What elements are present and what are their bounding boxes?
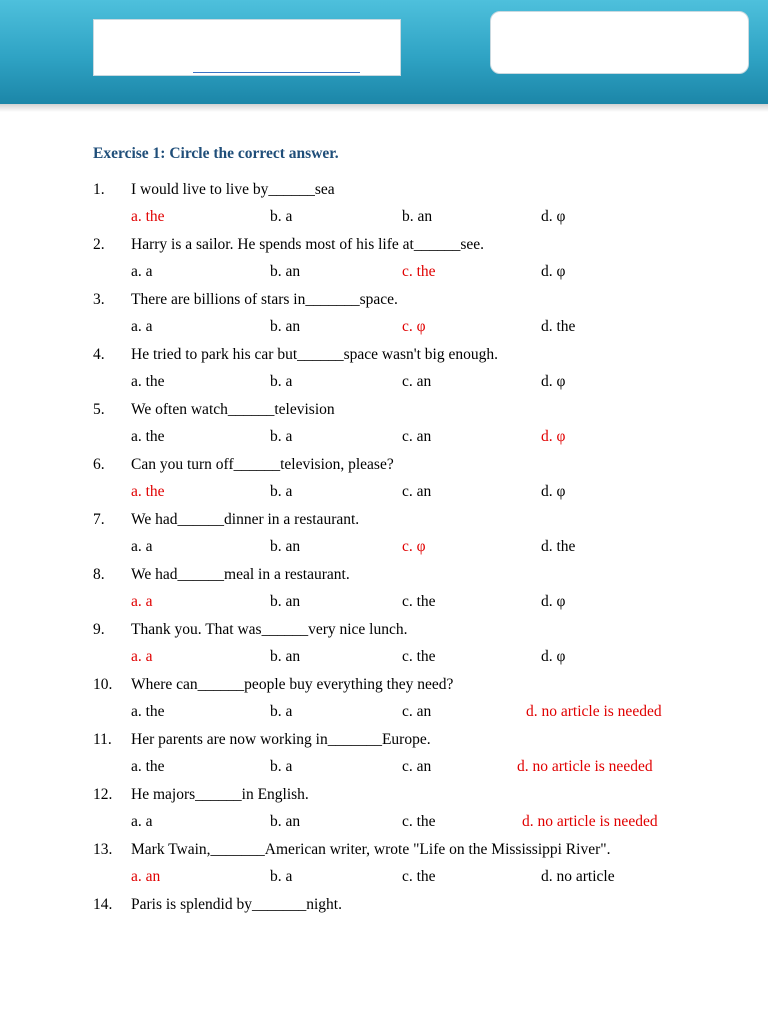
question-text: We had______meal in a restaurant.: [131, 566, 350, 583]
answer-option[interactable]: d. the: [541, 318, 576, 335]
question-number: 13.: [93, 841, 113, 858]
answer-option[interactable]: d. φ: [541, 208, 566, 225]
answer-option[interactable]: b. a: [270, 208, 293, 225]
answer-option[interactable]: d. no article is needed: [526, 703, 662, 720]
question-number: 3.: [93, 291, 105, 308]
answer-option[interactable]: b. an: [270, 593, 301, 610]
answer-option[interactable]: b. an: [270, 813, 301, 830]
question-item: [0, 511, 768, 555]
question-number: 11.: [93, 731, 112, 748]
answer-option[interactable]: d. φ: [541, 373, 566, 390]
question-item: [0, 236, 768, 280]
question-number: 6.: [93, 456, 105, 473]
question-number: 4.: [93, 346, 105, 363]
exercise-title: Exercise 1: Circle the correct answer.: [93, 145, 339, 162]
question-text: Her parents are now working in_______Europe.: [131, 731, 431, 748]
answer-option[interactable]: b. an: [270, 648, 301, 665]
answer-option[interactable]: c. the: [402, 263, 436, 280]
answer-option[interactable]: d. no article: [541, 868, 615, 885]
answer-option[interactable]: c. an: [402, 483, 432, 500]
question-text: We had______dinner in a restaurant.: [131, 511, 360, 528]
question-text: Paris is splendid by_______night.: [131, 896, 342, 913]
question-number: 5.: [93, 401, 105, 418]
question-number: 1.: [93, 181, 105, 198]
answer-option[interactable]: d. φ: [541, 263, 566, 280]
question-text: Harry is a sailor. He spends most of his life at______see.: [131, 236, 484, 253]
answer-option[interactable]: a. a: [131, 263, 153, 280]
answer-option[interactable]: c. the: [402, 648, 436, 665]
question-number: 2.: [93, 236, 105, 253]
answer-option[interactable]: c. the: [402, 868, 436, 885]
question-text: We often watch______television: [131, 401, 335, 418]
question-number: 8.: [93, 566, 105, 583]
answer-option[interactable]: c. the: [402, 813, 436, 830]
question-item: [0, 566, 768, 610]
question-item: [0, 291, 768, 335]
answer-option[interactable]: b. an: [270, 318, 301, 335]
question-item: [0, 621, 768, 665]
question-text: Thank you. That was______very nice lunch.: [131, 621, 408, 638]
question-item: [0, 456, 768, 500]
answer-option[interactable]: c. an: [402, 758, 432, 775]
question-item: [0, 676, 768, 720]
question-text: I would live to live by______sea: [131, 181, 335, 198]
answer-option[interactable]: b. a: [270, 483, 293, 500]
question-number: 12.: [93, 786, 113, 803]
question-number: 9.: [93, 621, 105, 638]
answer-option[interactable]: b. a: [270, 868, 293, 885]
question-text: Mark Twain,_______American writer, wrote "Life on the Mississippi River".: [131, 841, 611, 858]
answer-option[interactable]: a. the: [131, 373, 165, 390]
answer-option[interactable]: c. φ: [402, 538, 426, 555]
answer-option[interactable]: c. an: [402, 703, 432, 720]
question-text: There are billions of stars in_______space.: [131, 291, 398, 308]
question-item: [0, 841, 768, 885]
answer-option[interactable]: a. the: [131, 428, 165, 445]
question-number: 7.: [93, 511, 105, 528]
answer-option[interactable]: b. a: [270, 428, 293, 445]
question-item: [0, 786, 768, 830]
answer-option[interactable]: a. the: [131, 208, 165, 225]
answer-option[interactable]: d. the: [541, 538, 576, 555]
answer-option[interactable]: c. the: [402, 593, 436, 610]
name-box[interactable]: [93, 19, 401, 76]
answer-option[interactable]: a. an: [131, 868, 161, 885]
question-item: [0, 731, 768, 775]
question-item: [0, 401, 768, 445]
answer-option[interactable]: d. φ: [541, 483, 566, 500]
answer-option[interactable]: a. the: [131, 703, 165, 720]
answer-option[interactable]: a. a: [131, 593, 153, 610]
answer-option[interactable]: b. a: [270, 758, 293, 775]
answer-option[interactable]: b. an: [270, 538, 301, 555]
question-item: [0, 346, 768, 390]
answer-option[interactable]: d. no article is needed: [517, 758, 653, 775]
question-number: 10.: [93, 676, 113, 693]
answer-option[interactable]: c. an: [402, 428, 432, 445]
answer-option[interactable]: b. a: [270, 703, 293, 720]
banner-shadow: [0, 104, 768, 112]
answer-option[interactable]: c. φ: [402, 318, 426, 335]
question-text: He tried to park his car but______space wasn't big enough.: [131, 346, 498, 363]
question-number: 14.: [93, 896, 113, 913]
name-underline: [193, 72, 360, 73]
question-text: Where can______people buy everything they need?: [131, 676, 454, 693]
answer-option[interactable]: a. a: [131, 318, 153, 335]
answer-option[interactable]: d. φ: [541, 648, 566, 665]
answer-option[interactable]: a. the: [131, 758, 165, 775]
answer-option[interactable]: a. a: [131, 648, 153, 665]
answer-option[interactable]: d. no article is needed: [522, 813, 658, 830]
answer-option[interactable]: b. an: [270, 263, 301, 280]
answer-option[interactable]: c. an: [402, 373, 432, 390]
answer-option[interactable]: a. a: [131, 538, 153, 555]
answer-option[interactable]: d. φ: [541, 428, 566, 445]
answer-option[interactable]: b. an: [402, 208, 433, 225]
answer-option[interactable]: b. a: [270, 373, 293, 390]
question-text: Can you turn off______television, please?: [131, 456, 394, 473]
answer-option[interactable]: a. the: [131, 483, 165, 500]
answer-option[interactable]: d. φ: [541, 593, 566, 610]
question-text: He majors______in English.: [131, 786, 309, 803]
question-item: [0, 181, 768, 225]
question-item: [0, 896, 768, 923]
answer-option[interactable]: a. a: [131, 813, 153, 830]
score-box[interactable]: [490, 11, 749, 74]
